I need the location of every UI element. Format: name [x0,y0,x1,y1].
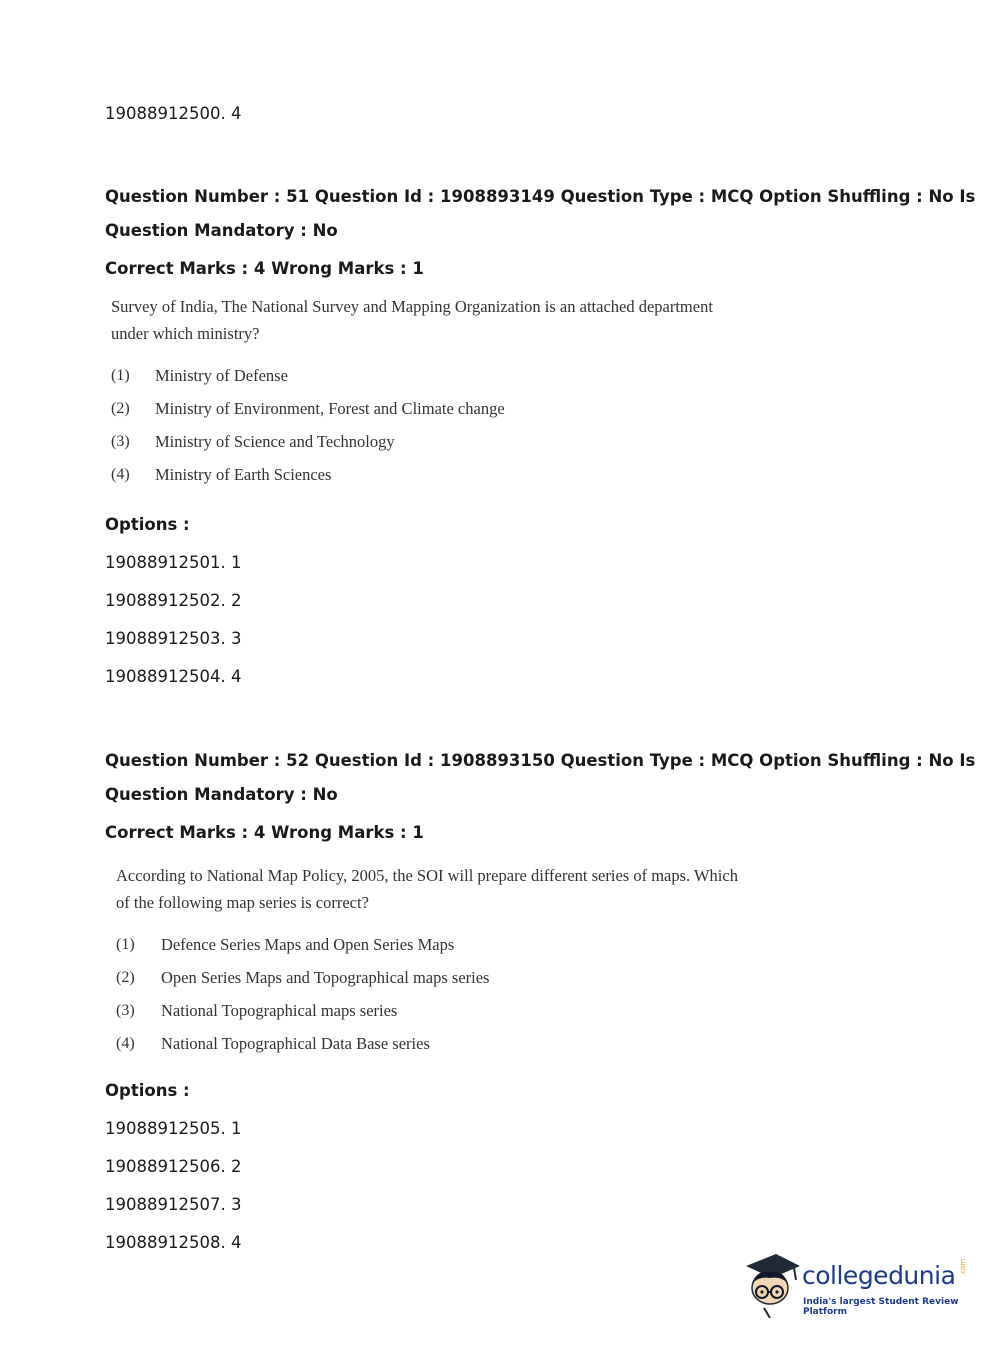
options-label: Options : [105,515,190,534]
option-item: 19088912502. 2 [105,591,242,610]
question-marks: Correct Marks : 4 Wrong Marks : 1 [105,823,424,842]
question-mandatory: Question Mandatory : No [105,221,338,240]
question-text: According to National Map Policy, 2005, the SOI will prepare different series of maps. Which [116,866,738,885]
options-label: Options : [105,1081,190,1100]
choice-text: Ministry of Earth Sciences [155,465,332,484]
option-item: 19088912504. 4 [105,667,242,686]
logo-name: collegedunia [802,1261,956,1290]
choice-text: Ministry of Defense [155,366,288,385]
choice-number: (3) [111,433,130,450]
logo-tagline: India's largest Student Review Platform [803,1297,959,1317]
choice-text: Ministry of Science and Technology [155,432,395,451]
question-header: Question Number : 51 Question Id : 1908893149 Question Type : MCQ Option Shuffling : No Is [105,187,976,206]
question-text: of the following map series is correct? [116,893,369,912]
choice-text: Ministry of Environment, Forest and Climate change [155,399,505,418]
choice-text: National Topographical maps series [161,1001,398,1020]
choice-number: (4) [116,1035,135,1052]
mascot-icon [742,1250,802,1318]
question-text: under which ministry? [111,324,260,343]
option-item: 19088912506. 2 [105,1157,242,1176]
choice-text: National Topographical Data Base series [161,1034,430,1053]
option-item: 19088912508. 4 [105,1233,242,1252]
question-mandatory: Question Mandatory : No [105,785,338,804]
choice-number: (1) [111,367,130,384]
choice-number: (1) [116,936,135,953]
choice-number: (2) [116,969,135,986]
collegedunia-logo [742,1250,972,1318]
option-item: 19088912505. 1 [105,1119,242,1138]
option-item: 19088912500. 4 [105,104,242,123]
option-item: 19088912501. 1 [105,553,242,572]
choice-number: (4) [111,466,130,483]
logo-suffix: .com [959,1258,967,1276]
option-item: 19088912507. 3 [105,1195,242,1214]
choice-text: Defence Series Maps and Open Series Maps [161,935,455,954]
choice-text: Open Series Maps and Topographical maps series [161,968,490,987]
question-marks: Correct Marks : 4 Wrong Marks : 1 [105,259,424,278]
option-item: 19088912503. 3 [105,629,242,648]
choice-number: (3) [116,1002,135,1019]
question-header: Question Number : 52 Question Id : 1908893150 Question Type : MCQ Option Shuffling : No Is [105,751,976,770]
question-text: Survey of India, The National Survey and Mapping Organization is an attached department [111,297,713,316]
choice-number: (2) [111,400,130,417]
